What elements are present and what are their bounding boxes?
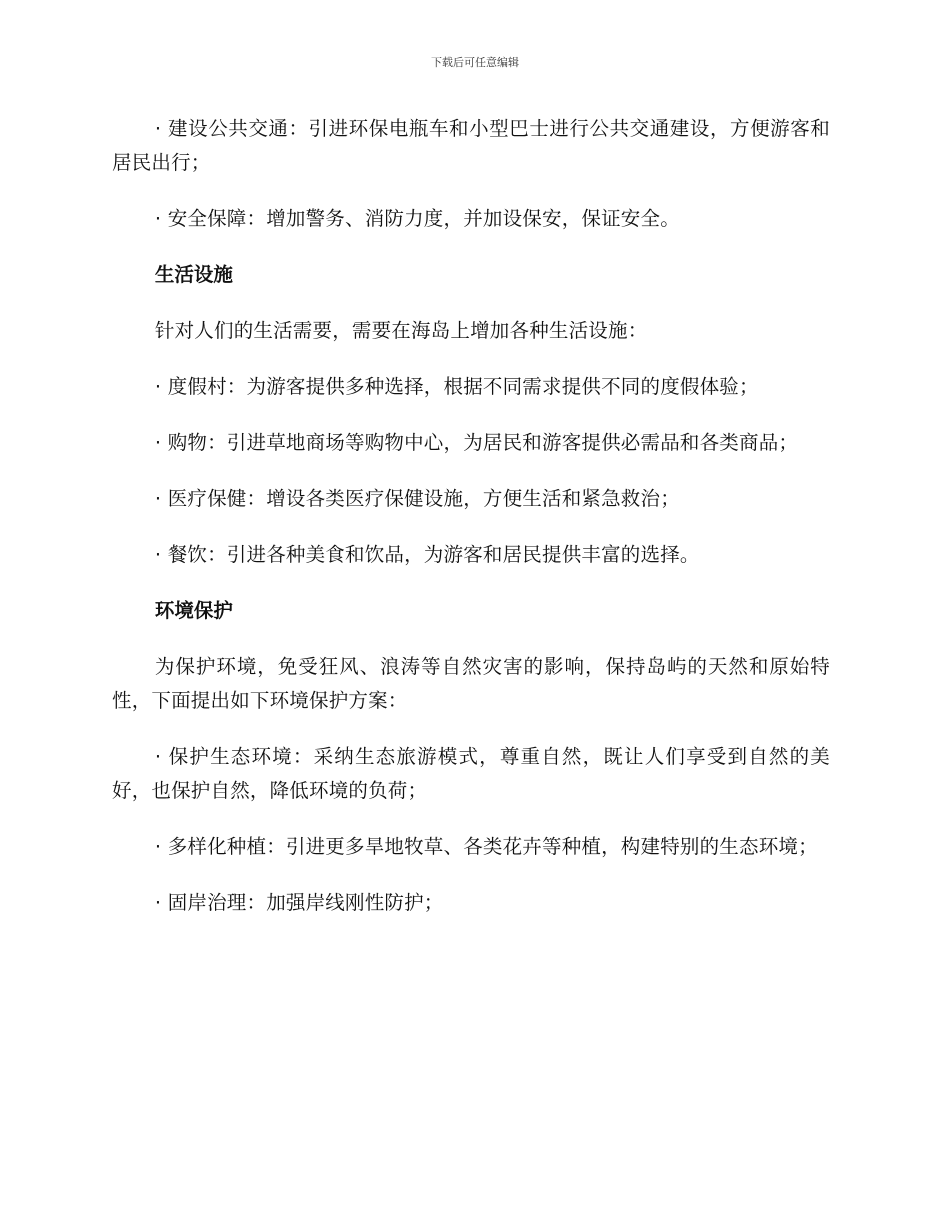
section-heading-environment: 环境保护 bbox=[154, 599, 233, 622]
bullet-shore-protection: · 固岸治理：加强岸线刚性防护； bbox=[154, 891, 444, 914]
page-header-note: 下载后可任意编辑 bbox=[431, 56, 519, 69]
section-heading-living-facilities: 生活设施 bbox=[154, 263, 233, 286]
environment-intro: 为保护环境，免受狂风、浪涛等自然灾害的影响，保持岛屿的天然和原始特性，下面提出如下环境保护方案： bbox=[112, 655, 830, 712]
document-body bbox=[112, 112, 830, 942]
bullet-shopping: · 购物：引进草地商场等购物中心，为居民和游客提供必需品和各类商品； bbox=[154, 431, 799, 454]
bullet-public-transport: · 建设公共交通：引进环保电瓶车和小型巴士进行公共交通建设，方便游客和居民出行； bbox=[112, 117, 830, 174]
bullet-healthcare: · 医疗保健：增设各类医疗保健设施，方便生活和紧急救治； bbox=[154, 487, 680, 510]
bullet-planting: · 多样化种植：引进更多旱地牧草、各类花卉等种植，构建特别的生态环境； bbox=[154, 835, 818, 858]
bullet-resort: · 度假村：为游客提供多种选择，根据不同需求提供不同的度假体验； bbox=[154, 375, 759, 398]
bullet-dining: · 餐饮：引进各种美食和饮品，为游客和居民提供丰富的选择。 bbox=[154, 543, 700, 566]
bullet-ecology: · 保护生态环境：采纳生态旅游模式，尊重自然，既让人们享受到自然的美好，也保护自然，降低环境的负荷； bbox=[112, 745, 830, 802]
bullet-security: · 安全保障：增加警务、消防力度，并加设保安，保证安全。 bbox=[154, 207, 680, 230]
living-facilities-intro: 针对人们的生活需要，需要在海岛上增加各种生活设施： bbox=[154, 319, 648, 342]
